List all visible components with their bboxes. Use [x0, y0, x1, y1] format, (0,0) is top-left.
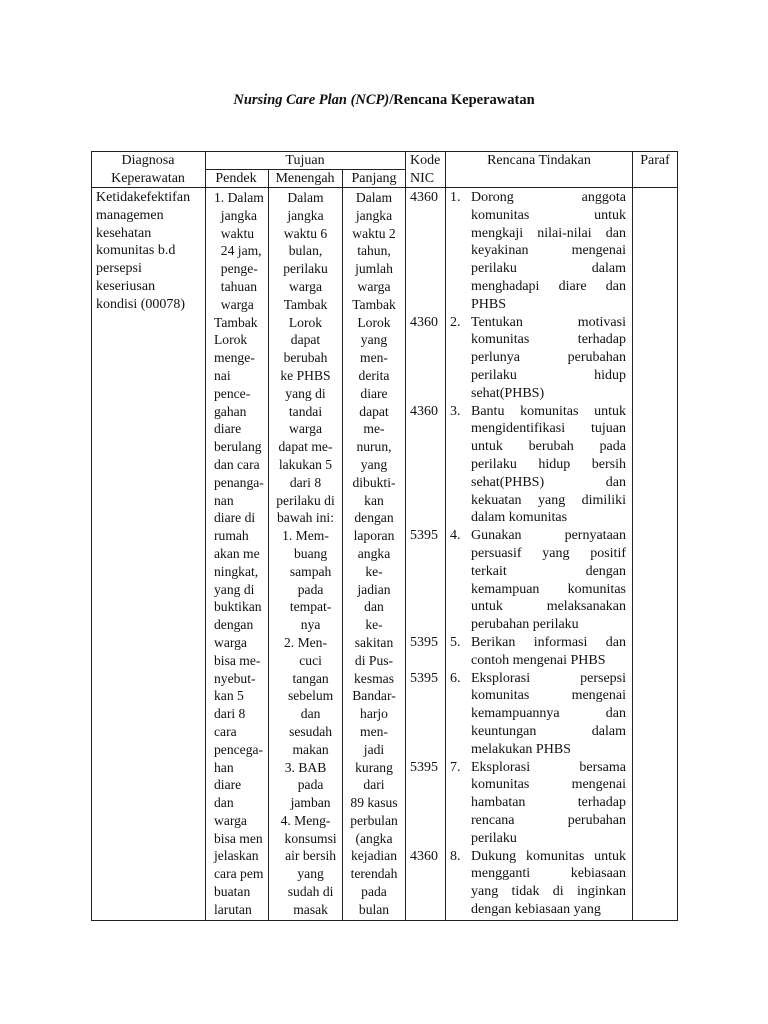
table-column-rule: [677, 151, 678, 921]
action-number: 1.: [450, 190, 461, 205]
nic-code: 5395: [410, 635, 438, 650]
action-text-line: Bantu komunitas untuk: [471, 403, 626, 419]
action-text-line: Eksplorasi persepsi: [471, 670, 626, 686]
action-number: 4.: [450, 528, 461, 544]
table-column-rule: [445, 151, 446, 921]
header-diagnosa: Diagnosa Keperawatan: [111, 153, 185, 186]
tujuan-pendek-text: 1. Dalam jangka waktu 24 jam, penge- tahuan warga Tambak Lorok menge- nai pence- gahan diare berulang dan cara penanga- nan diare di rumah akan me ningkat, yang di buktikan dengan warga bisa me- nyebut- kan 5 dari 8 cara pencega- han diare dan warga bisa men jelaskan cara pem buatan larutan: [214, 190, 264, 917]
header-menengah: Menengah: [275, 171, 335, 186]
action-text-line: Dorong anggota: [471, 190, 626, 205]
action-text-line: contoh mengenai PHBS: [471, 652, 606, 668]
action-number: 7.: [450, 759, 461, 775]
action-text-line: komunitas mengenai: [471, 777, 626, 793]
header-panjang: Panjang: [351, 171, 397, 186]
action-text-line: komunitas untuk: [471, 207, 626, 223]
action-text-line: mengganti kebiasaan: [471, 866, 626, 882]
tujuan-menengah-text: Dalam jangka waktu 6 bulan, perilaku warga Tambak Lorok dapat berubah ke PHBS yang di tandai warga dapat me- lakukan 5 dari 8 perilaku di bawah ini: 1. Mem- buang sampah pada tempat- nya 2. Men- cuci tangan sebelum dan sesudah makan 3. BAB pada jamban 4. Meng- konsumsi air bersih yang sudah di masak: [276, 190, 337, 917]
action-text-line: terkait dengan: [471, 563, 626, 579]
action-text-line: Dukung komunitas untuk: [471, 848, 626, 864]
action-text-line: untuk berubah pada: [471, 439, 626, 455]
action-text-line: perilaku: [471, 830, 517, 846]
action-number: 8.: [450, 848, 461, 864]
action-text-line: menghadapi diare dan: [471, 279, 626, 294]
action-text-line: rencana perubahan: [471, 813, 626, 828]
header-paraf: Paraf: [640, 153, 670, 168]
action-text-line: hambatan terhadap: [471, 795, 626, 811]
action-number: 6.: [450, 670, 461, 686]
table-column-rule: [632, 151, 633, 921]
action-text-line: perlunya perubahan: [471, 350, 626, 366]
action-text-line: perilaku hidup bersih: [471, 457, 626, 472]
action-text-line: Eksplorasi bersama: [471, 759, 626, 775]
action-number: 5.: [450, 635, 461, 650]
action-text-line: persuasif yang positif: [471, 546, 626, 561]
action-number: 2.: [450, 314, 461, 330]
header-pendek: Pendek: [215, 171, 257, 186]
page-title: Nursing Care Plan (NCP)/Rencana Keperawatan: [233, 92, 535, 108]
action-text-line: dalam komunitas: [471, 510, 568, 526]
diagnosa-text: Ketidakefektifan managemen kesehatan komunitas b.d persepsi keseriusan kondisi (00078): [96, 190, 191, 312]
header-rencana: Rencana Tindakan: [487, 153, 591, 168]
nic-code: 5395: [410, 759, 438, 775]
action-number: 3.: [450, 403, 461, 419]
action-text-line: perilaku hidup: [471, 368, 626, 383]
nic-code: 4360: [410, 314, 438, 330]
action-text-line: komunitas terhadap: [471, 332, 626, 348]
action-text-line: keuntungan dalam: [471, 724, 626, 739]
action-text-line: PHBS: [471, 296, 507, 312]
action-text-line: mengidentifikasi tujuan: [471, 421, 626, 437]
action-text-line: untuk melaksanakan: [471, 599, 626, 615]
header-kode-nic: Kode NIC: [410, 153, 441, 186]
action-text-line: yang tidak di inginkan: [471, 884, 626, 900]
action-text-line: perilaku dalam: [471, 261, 626, 277]
table-column-rule: [405, 151, 406, 921]
table-column-rule: [205, 151, 206, 921]
nic-code: 5395: [410, 528, 438, 544]
action-text-line: Berikan informasi dan: [471, 635, 626, 650]
nic-code: 4360: [410, 848, 438, 864]
nic-code: 4360: [410, 190, 438, 205]
action-text-line: mengkaji nilai-nilai dan: [471, 225, 626, 241]
nic-code: 4360: [410, 403, 438, 419]
action-text-line: komunitas mengenai: [471, 688, 626, 704]
action-text-line: kemampuan komunitas: [471, 581, 626, 597]
table-row-rule: [91, 920, 678, 921]
nic-code: 5395: [410, 670, 438, 686]
action-text-line: sehat(PHBS) dan: [471, 474, 626, 490]
action-text-line: kemampuannya dan: [471, 706, 626, 722]
action-text-line: melakukan PHBS: [471, 741, 571, 757]
action-text-line: dengan kebiasaan yang: [471, 902, 601, 917]
action-text-line: Tentukan motivasi: [471, 314, 626, 330]
action-text-line: kekuatan yang dimiliki: [471, 492, 626, 508]
action-text-line: Gunakan pernyataan: [471, 528, 626, 544]
tujuan-panjang-text: Dalam jangka waktu 2 tahun, jumlah warga Tambak Lorok yang men- derita diare dapat me- nurun, yang dibukti- kan dengan laporan angka ke- jadian dan ke- sakitan di Pus- kesmas Bandar- harjo men- jadi kurang dari 89 kasus perbulan (angka kejadian terendah pada bulan: [350, 190, 398, 917]
header-tujuan: Tujuan: [285, 153, 325, 168]
action-text-line: perubahan perilaku: [471, 617, 579, 633]
action-text-line: keyakinan mengenai: [471, 243, 626, 259]
action-text-line: sehat(PHBS): [471, 385, 545, 401]
table-column-rule: [91, 151, 92, 921]
